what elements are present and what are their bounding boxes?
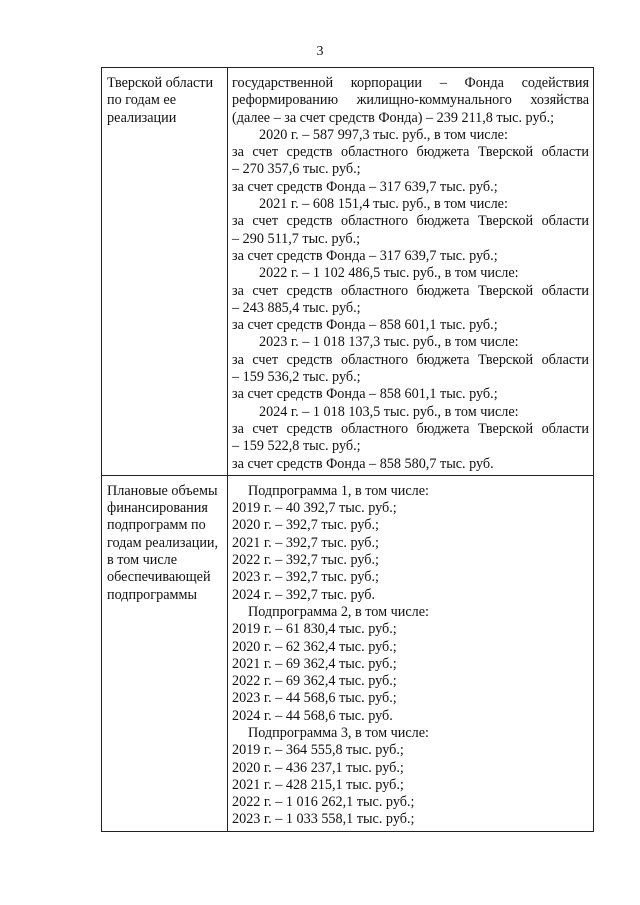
content-line: 2023 г. – 1 018 137,3 тыс. руб., в том числе: [259,334,519,351]
content-line: 2023 г. – 1 033 558,1 тыс. руб.; [232,811,415,828]
content-line: – 290 511,7 тыс. руб.; [232,230,361,247]
content-line: 2023 г. – 44 568,6 тыс. руб.; [232,690,397,707]
content-line: 2020 г. – 62 362,4 тыс. руб.; [232,638,397,655]
row-content [232,75,589,473]
label-line: реализации [107,109,177,126]
content-line: 2022 г. – 1 016 262,1 тыс. руб.; [232,794,415,811]
label-line: годам реализации, [107,534,219,551]
content-line: за счет средств областного бюджета Тверской области [232,144,589,161]
label-line: подпрограмм по [107,517,206,534]
content-line: 2024 г. – 392,7 тыс. руб. [232,586,376,603]
content-line: за счет средств областного бюджета Тверской области [232,351,589,368]
row-content-cell [228,475,594,831]
content-line: за счет средств Фонда – 858 601,1 тыс. руб.; [232,317,498,334]
content-line: 2022 г. – 392,7 тыс. руб.; [232,552,379,569]
content-line: 2021 г. – 392,7 тыс. руб.; [232,534,379,551]
content-line: Подпрограмма 1, в том числе: [248,482,429,499]
content-line: реформированию жилищно-коммунального хозяйства [232,92,589,109]
table-row [102,68,594,476]
program-passport-table [101,67,594,832]
row-label-cell [102,475,228,831]
row-label [107,75,223,127]
content-line: за счет средств Фонда – 317 639,7 тыс. руб.; [232,247,498,264]
content-line: 2024 г. – 1 018 103,5 тыс. руб., в том числе: [259,403,519,420]
label-line: Плановые объемы [107,482,218,499]
content-line: 2019 г. – 61 830,4 тыс. руб.; [232,621,397,638]
content-line: – 159 536,2 тыс. руб.; [232,369,361,386]
content-line: 2021 г. – 608 151,4 тыс. руб., в том числе: [259,196,508,213]
content-line: – 270 357,6 тыс. руб.; [232,161,361,178]
label-line: Тверской области [107,75,214,91]
row-content-cell [228,68,594,476]
content-line: 2019 г. – 40 392,7 тыс. руб.; [232,500,397,517]
label-line: финансирования [107,500,208,517]
content-line: государственной корпорации – Фонда содействия [232,75,589,91]
label-line: подпрограммы [107,586,197,603]
row-content [232,483,589,829]
content-line: 2020 г. – 587 997,3 тыс. руб., в том числе: [259,126,508,143]
label-line: обеспечивающей [107,569,211,586]
content-line: за счет средств Фонда – 858 601,1 тыс. руб.; [232,386,498,403]
row-label-cell [102,68,228,476]
content-line: – 243 885,4 тыс. руб.; [232,299,361,316]
content-line: 2020 г. – 436 237,1 тыс. руб.; [232,759,404,776]
page-number: 3 [316,44,324,59]
content-line: за счет средств Фонда – 858 580,7 тыс. руб. [232,455,494,472]
content-line: 2021 г. – 69 362,4 тыс. руб.; [232,655,397,672]
content-line: – 159 522,8 тыс. руб.; [232,438,361,455]
content-line: (далее – за счет средств Фонда) – 239 211,8 тыс. руб.; [232,109,555,126]
content-line: 2019 г. – 364 555,8 тыс. руб.; [232,742,404,759]
content-line: 2023 г. – 392,7 тыс. руб.; [232,569,379,586]
content-line: Подпрограмма 2, в том числе: [248,603,429,620]
content-line: 2021 г. – 428 215,1 тыс. руб.; [232,776,404,793]
content-line: 2022 г. – 1 102 486,5 тыс. руб., в том числе: [259,265,519,282]
table-row [102,475,594,831]
content-line: 2020 г. – 392,7 тыс. руб.; [232,517,379,534]
row-label [107,483,223,604]
content-line: 2024 г. – 44 568,6 тыс. руб. [232,707,393,724]
content-line: за счет средств областного бюджета Тверской области [232,420,589,437]
content-line: Подпрограмма 3, в том числе: [248,724,429,741]
label-line: в том числе [107,552,178,569]
content-line: за счет средств областного бюджета Тверской области [232,282,589,299]
content-line: 2022 г. – 69 362,4 тыс. руб.; [232,673,397,690]
label-line: по годам ее [107,92,177,109]
content-line: за счет средств Фонда – 317 639,7 тыс. руб.; [232,178,498,195]
content-line: за счет средств областного бюджета Тверской области [232,213,589,230]
